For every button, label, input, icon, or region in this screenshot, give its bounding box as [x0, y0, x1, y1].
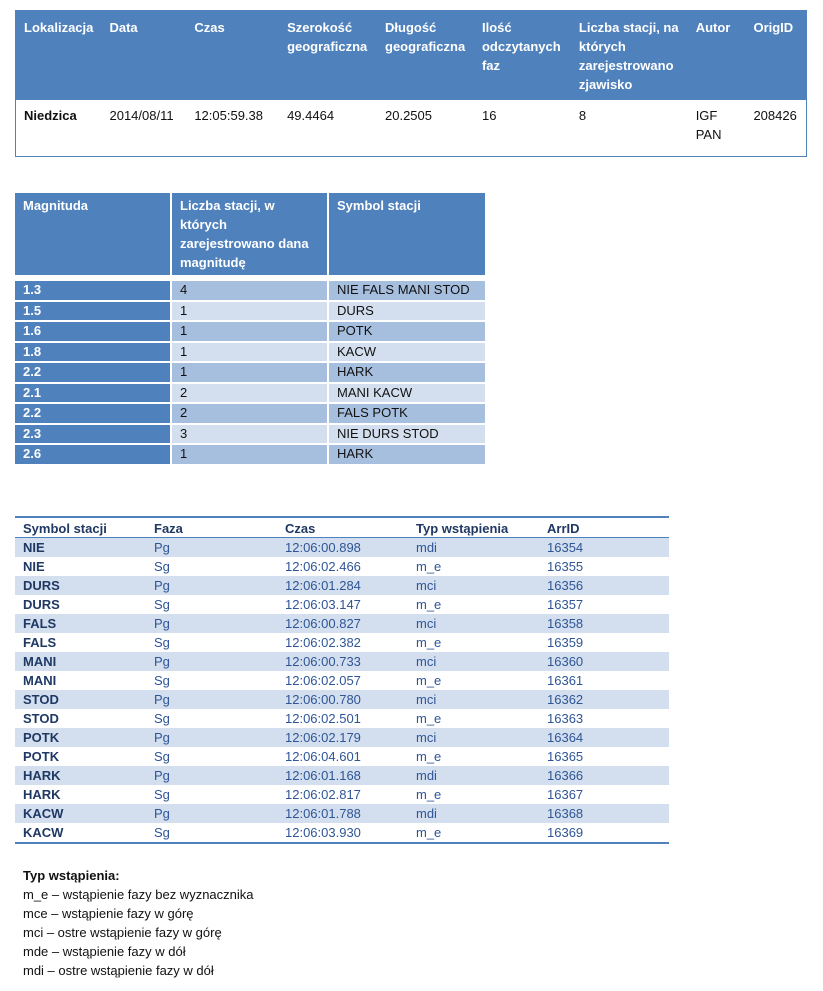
magnitude-row	[15, 404, 485, 425]
magnitude-station-symbols: MANI KACW	[329, 384, 485, 405]
arrival-station: STOD	[15, 709, 146, 728]
header-ilosc-faz: Ilość odczytanych faz	[474, 11, 571, 101]
arrival-phase: Sg	[146, 747, 277, 766]
arrival-station: POTK	[15, 747, 146, 766]
arrival-station: DURS	[15, 595, 146, 614]
arrival-id: 16363	[539, 709, 669, 728]
arrival-phase: Sg	[146, 633, 277, 652]
event-station-count: 8	[571, 100, 688, 157]
magnitude-station-count: 1	[172, 322, 329, 343]
magnitude-row	[15, 445, 485, 466]
header-symbol-stacji: Symbol stacji	[329, 193, 485, 281]
arrival-time: 12:06:04.601	[277, 747, 408, 766]
arrival-id: 16358	[539, 614, 669, 633]
magnitude-table	[15, 193, 485, 466]
header-arrival-time: Czas	[277, 517, 408, 538]
arrival-id: 16357	[539, 595, 669, 614]
arrival-station: KACW	[15, 804, 146, 823]
arrival-time: 12:06:01.168	[277, 766, 408, 785]
arrival-phase: Pg	[146, 690, 277, 709]
arrival-id: 16369	[539, 823, 669, 843]
arrival-row	[15, 709, 669, 728]
arrival-onset: mci	[408, 690, 539, 709]
header-szerokosc: Szerokość geograficzna	[279, 11, 377, 101]
magnitude-value: 2.6	[15, 445, 172, 466]
arrival-phase: Sg	[146, 823, 277, 843]
magnitude-row	[15, 343, 485, 364]
arrival-id: 16354	[539, 538, 669, 558]
header-arrival-station: Symbol stacji	[15, 517, 146, 538]
arrival-row	[15, 595, 669, 614]
legend-item: m_e – wstąpienie fazy bez wyznacznika	[23, 887, 254, 902]
magnitude-station-symbols: KACW	[329, 343, 485, 364]
legend-title: Typ wstąpienia:	[23, 868, 120, 883]
arrival-row	[15, 823, 669, 843]
arrival-row	[15, 690, 669, 709]
magnitude-value: 1.8	[15, 343, 172, 364]
magnitude-station-symbols: HARK	[329, 445, 485, 466]
arrival-id: 16359	[539, 633, 669, 652]
arrival-station: HARK	[15, 785, 146, 804]
arrival-phase: Pg	[146, 804, 277, 823]
event-origid: 208426	[745, 100, 806, 157]
magnitude-row	[15, 425, 485, 446]
magnitude-value: 1.6	[15, 322, 172, 343]
event-header-row	[16, 11, 807, 101]
magnitude-station-symbols: FALS POTK	[329, 404, 485, 425]
arrival-time: 12:06:02.057	[277, 671, 408, 690]
arrival-id: 16356	[539, 576, 669, 595]
arrival-time: 12:06:02.817	[277, 785, 408, 804]
arrival-time: 12:06:02.179	[277, 728, 408, 747]
header-liczba-stacji: Liczba stacji, na których zarejestrowano zjawisko	[571, 11, 688, 101]
arrival-id: 16361	[539, 671, 669, 690]
legend-item: mci – ostre wstąpienie fazy w górę	[23, 925, 222, 940]
magnitude-station-symbols: NIE FALS MANI STOD	[329, 281, 485, 302]
arrival-station: FALS	[15, 614, 146, 633]
arrival-time: 12:06:02.382	[277, 633, 408, 652]
arrival-row	[15, 804, 669, 823]
arrival-onset: mdi	[408, 538, 539, 558]
header-arrival-onset: Typ wstąpienia	[408, 517, 539, 538]
magnitude-station-count: 4	[172, 281, 329, 302]
arrival-phase: Sg	[146, 595, 277, 614]
event-location: Niedzica	[16, 100, 102, 157]
arrival-onset: mci	[408, 614, 539, 633]
onset-type-legend	[23, 866, 254, 980]
arrival-phase: Sg	[146, 785, 277, 804]
arrival-station: FALS	[15, 633, 146, 652]
magnitude-station-symbols: HARK	[329, 363, 485, 384]
arrival-id: 16360	[539, 652, 669, 671]
arrival-onset: m_e	[408, 671, 539, 690]
arrival-onset: m_e	[408, 747, 539, 766]
event-latitude: 49.4464	[279, 100, 377, 157]
header-arrival-id: ArrID	[539, 517, 669, 538]
legend-item: mdi – ostre wstąpienie fazy w dół	[23, 963, 214, 978]
header-lokalizacja: Lokalizacja	[16, 11, 102, 101]
header-data: Data	[101, 11, 186, 101]
event-phase-count: 16	[474, 100, 571, 157]
header-arrival-phase: Faza	[146, 517, 277, 538]
arrival-time: 12:06:00.827	[277, 614, 408, 633]
arrival-onset: m_e	[408, 823, 539, 843]
arrival-row	[15, 557, 669, 576]
arrival-station: DURS	[15, 576, 146, 595]
magnitude-station-count: 1	[172, 302, 329, 323]
arrival-phase: Pg	[146, 614, 277, 633]
arrival-onset: mci	[408, 576, 539, 595]
arrival-phase: Pg	[146, 766, 277, 785]
arrival-row	[15, 766, 669, 785]
arrival-row	[15, 614, 669, 633]
arrival-onset: mci	[408, 728, 539, 747]
arrival-phase: Pg	[146, 652, 277, 671]
arrival-phase: Sg	[146, 557, 277, 576]
header-magnituda: Magnituda	[15, 193, 172, 281]
header-liczba-stacji-magnitudy: Liczba stacji, w których zarejestrowano dana magnitudę	[172, 193, 329, 281]
arrival-station: HARK	[15, 766, 146, 785]
arrival-id: 16365	[539, 747, 669, 766]
header-czas: Czas	[186, 11, 279, 101]
arrival-station: KACW	[15, 823, 146, 843]
event-date: 2014/08/11	[101, 100, 186, 157]
arrival-row	[15, 538, 669, 558]
magnitude-station-symbols: POTK	[329, 322, 485, 343]
magnitude-value: 2.3	[15, 425, 172, 446]
event-table	[15, 10, 807, 157]
magnitude-value: 2.1	[15, 384, 172, 405]
arrival-onset: m_e	[408, 633, 539, 652]
arrival-row	[15, 728, 669, 747]
arrival-time: 12:06:03.930	[277, 823, 408, 843]
arrival-time: 12:06:01.284	[277, 576, 408, 595]
magnitude-station-count: 2	[172, 384, 329, 405]
arrival-onset: mdi	[408, 766, 539, 785]
arrival-phase: Sg	[146, 709, 277, 728]
magnitude-station-count: 1	[172, 445, 329, 466]
event-row	[16, 100, 807, 157]
arrival-onset: mdi	[408, 804, 539, 823]
arrival-time: 12:06:01.788	[277, 804, 408, 823]
arrival-row	[15, 633, 669, 652]
arrival-row	[15, 652, 669, 671]
legend-item: mce – wstąpienie fazy w górę	[23, 906, 194, 921]
magnitude-header-row	[15, 193, 485, 281]
magnitude-station-symbols: DURS	[329, 302, 485, 323]
arrival-id: 16362	[539, 690, 669, 709]
arrival-row	[15, 671, 669, 690]
magnitude-row	[15, 322, 485, 343]
arrival-onset: m_e	[408, 557, 539, 576]
arrival-time: 12:06:03.147	[277, 595, 408, 614]
magnitude-station-count: 1	[172, 363, 329, 384]
arrival-time: 12:06:02.501	[277, 709, 408, 728]
arrivals-table	[15, 516, 669, 844]
magnitude-station-count: 1	[172, 343, 329, 364]
arrival-phase: Pg	[146, 538, 277, 558]
arrival-phase: Pg	[146, 728, 277, 747]
arrival-row	[15, 747, 669, 766]
arrival-id: 16367	[539, 785, 669, 804]
header-dlugosc: Długość geograficzna	[377, 11, 474, 101]
arrival-time: 12:06:00.898	[277, 538, 408, 558]
magnitude-station-count: 3	[172, 425, 329, 446]
arrival-onset: m_e	[408, 785, 539, 804]
arrivals-header-row	[15, 517, 669, 538]
arrival-station: MANI	[15, 671, 146, 690]
event-time: 12:05:59.38	[186, 100, 279, 157]
event-author: IGF PAN	[688, 100, 746, 157]
magnitude-value: 1.3	[15, 281, 172, 302]
arrival-id: 16368	[539, 804, 669, 823]
arrival-id: 16364	[539, 728, 669, 747]
legend-item: mde – wstąpienie fazy w dół	[23, 944, 186, 959]
magnitude-row	[15, 363, 485, 384]
arrival-time: 12:06:00.733	[277, 652, 408, 671]
magnitude-value: 1.5	[15, 302, 172, 323]
arrival-station: MANI	[15, 652, 146, 671]
arrival-station: NIE	[15, 538, 146, 558]
header-autor: Autor	[688, 11, 746, 101]
arrival-time: 12:06:00.780	[277, 690, 408, 709]
arrival-onset: m_e	[408, 709, 539, 728]
magnitude-station-count: 2	[172, 404, 329, 425]
arrival-id: 16366	[539, 766, 669, 785]
magnitude-value: 2.2	[15, 404, 172, 425]
arrival-time: 12:06:02.466	[277, 557, 408, 576]
arrival-onset: mci	[408, 652, 539, 671]
arrival-station: POTK	[15, 728, 146, 747]
arrival-phase: Sg	[146, 671, 277, 690]
magnitude-value: 2.2	[15, 363, 172, 384]
arrival-phase: Pg	[146, 576, 277, 595]
arrival-id: 16355	[539, 557, 669, 576]
magnitude-row	[15, 302, 485, 323]
arrival-row	[15, 785, 669, 804]
magnitude-row	[15, 281, 485, 302]
arrival-onset: m_e	[408, 595, 539, 614]
magnitude-row	[15, 384, 485, 405]
arrival-station: NIE	[15, 557, 146, 576]
magnitude-station-symbols: NIE DURS STOD	[329, 425, 485, 446]
header-origid: OrigID	[745, 11, 806, 101]
event-longitude: 20.2505	[377, 100, 474, 157]
arrival-row	[15, 576, 669, 595]
arrival-station: STOD	[15, 690, 146, 709]
